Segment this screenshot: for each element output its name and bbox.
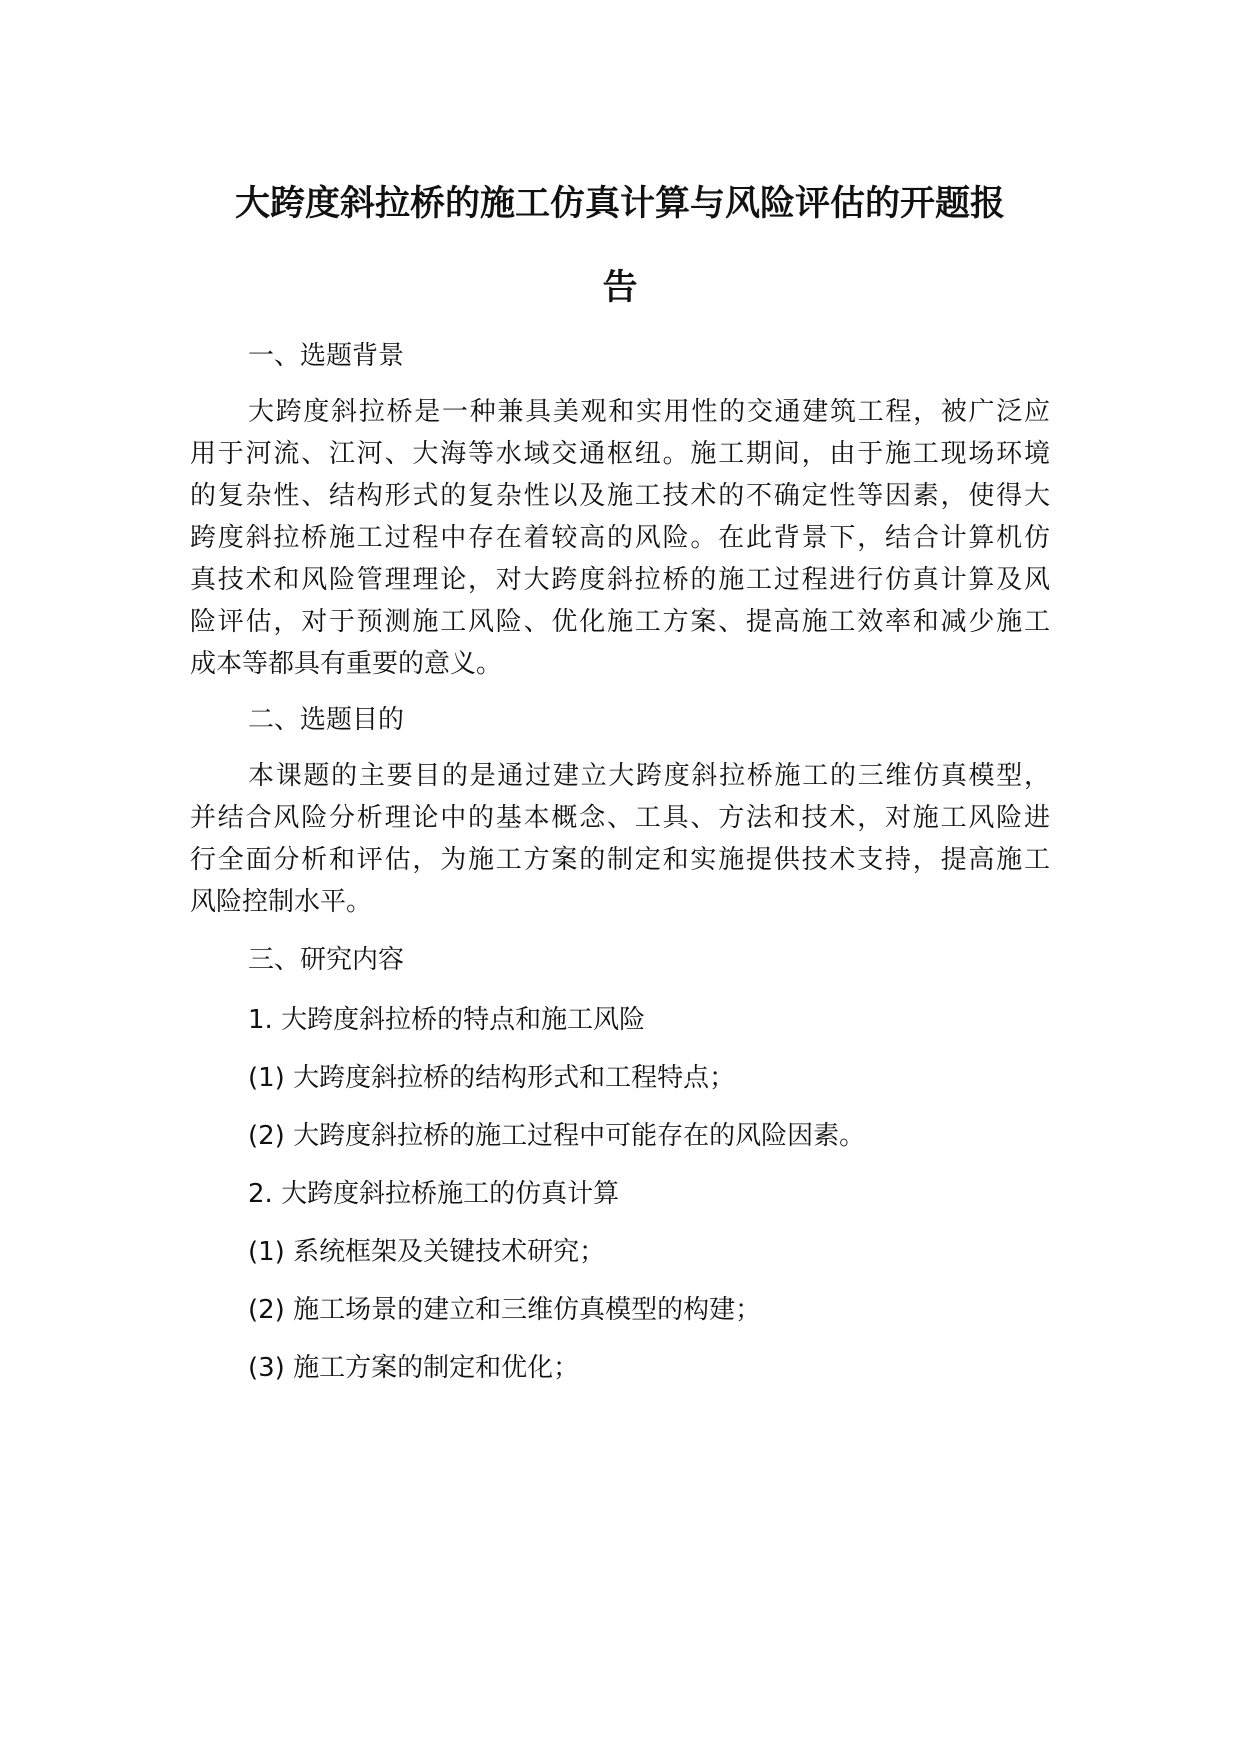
- section-heading-purpose: 二、选题目的: [248, 705, 405, 735]
- section-heading-content: 三、研究内容: [248, 945, 405, 975]
- document-title-line-2: 告: [602, 268, 638, 308]
- content-item: (1) 系统框架及关键技术研究；: [248, 1237, 606, 1267]
- paragraph-line: 跨度斜拉桥施工过程中存在着较高的风险。在此背景下，结合计算机仿: [190, 523, 1050, 553]
- document-title-line-1: 大跨度斜拉桥的施工仿真计算与风险评估的开题报: [234, 184, 1005, 224]
- paragraph-line: 成本等都具有重要的意义。: [190, 649, 503, 679]
- paragraph-line: 行全面分析和评估，为施工方案的制定和实施提供技术支持，提高施工: [190, 845, 1050, 875]
- paragraph-line: 真技术和风险管理理论，对大跨度斜拉桥的施工过程进行仿真计算及风: [190, 565, 1050, 595]
- content-item: (3) 施工方案的制定和优化；: [248, 1353, 580, 1383]
- paragraph-line: 风险控制水平。: [190, 887, 373, 917]
- content-item: (2) 施工场景的建立和三维仿真模型的构建；: [248, 1295, 762, 1325]
- paragraph-line: 大跨度斜拉桥是一种兼具美观和实用性的交通建筑工程，被广泛应: [248, 397, 1050, 427]
- content-item: 1. 大跨度斜拉桥的特点和施工风险: [248, 1005, 646, 1035]
- content-item: (2) 大跨度斜拉桥的施工过程中可能存在的风险因素。: [248, 1121, 866, 1151]
- paragraph-line: 险评估，对于预测施工风险、优化施工方案、提高施工效率和减少施工: [190, 607, 1050, 637]
- content-item: 2. 大跨度斜拉桥施工的仿真计算: [248, 1179, 620, 1209]
- paragraph-line: 用于河流、江河、大海等水域交通枢纽。施工期间，由于施工现场环境: [190, 439, 1050, 469]
- section-heading-background: 一、选题背景: [248, 341, 405, 371]
- paragraph-line: 本课题的主要目的是通过建立大跨度斜拉桥施工的三维仿真模型，: [248, 761, 1050, 791]
- content-item: (1) 大跨度斜拉桥的结构形式和工程特点；: [248, 1063, 736, 1093]
- paragraph-line: 并结合风险分析理论中的基本概念、工具、方法和技术，对施工风险进: [190, 803, 1050, 833]
- paragraph-line: 的复杂性、结构形式的复杂性以及施工技术的不确定性等因素，使得大: [190, 481, 1050, 511]
